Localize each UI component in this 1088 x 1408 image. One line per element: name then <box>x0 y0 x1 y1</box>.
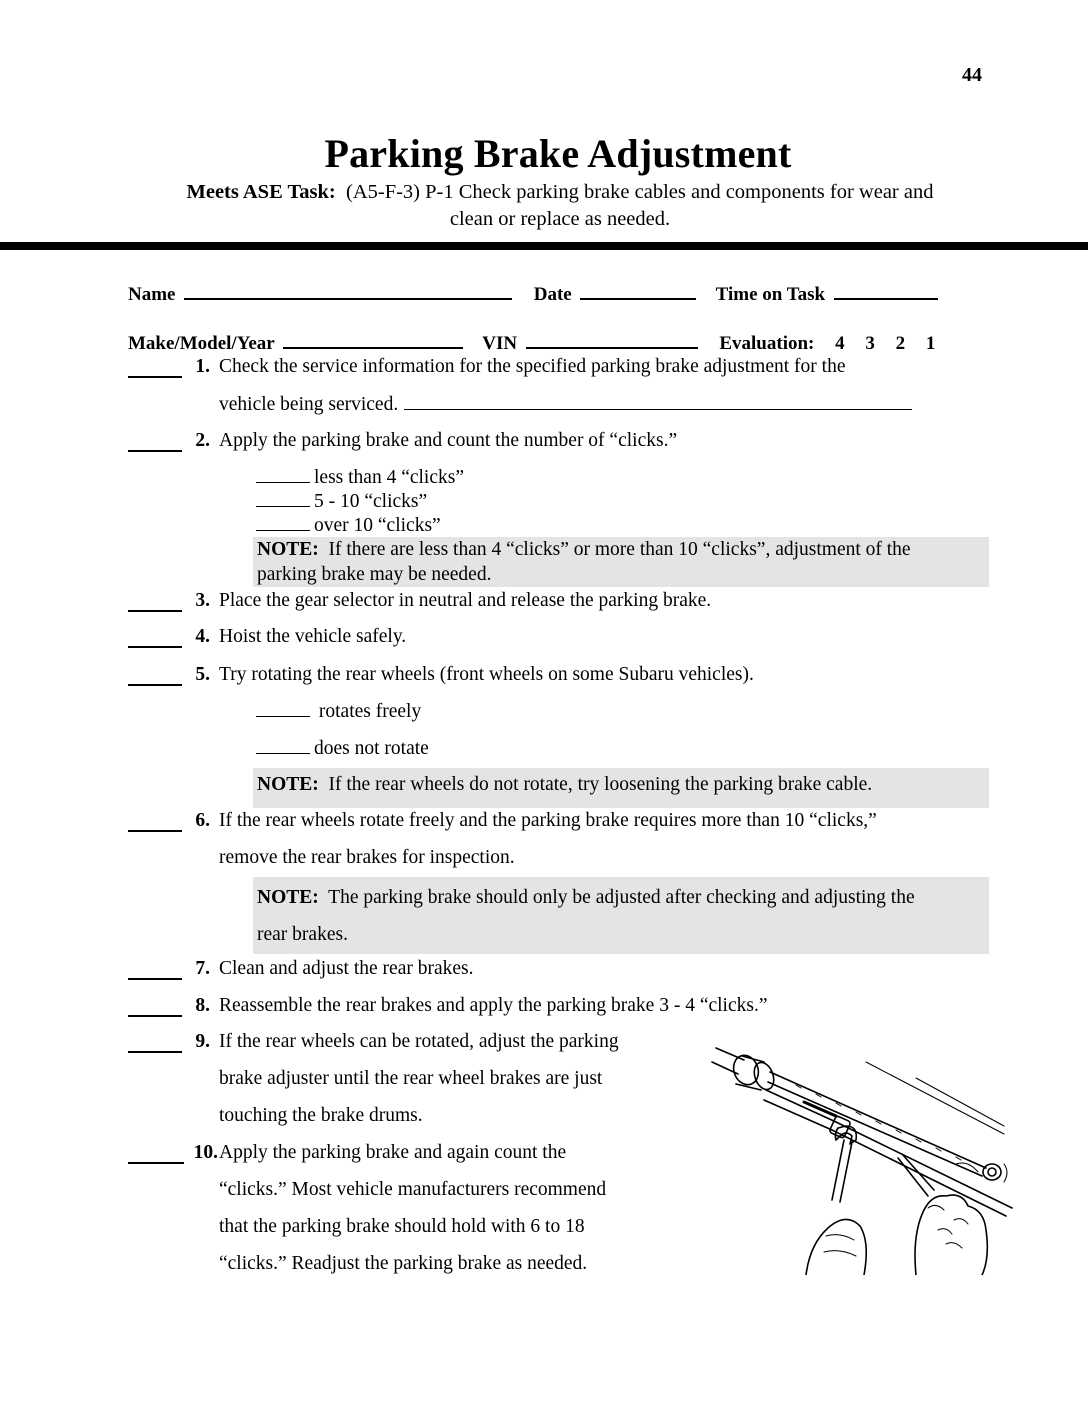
step-6-text-line-1: If the rear wheels rotate freely and the parking brake requires more than 10 “clicks,” <box>219 810 877 831</box>
step-7 <box>0 958 1088 984</box>
step-6 <box>0 810 1088 870</box>
name-label: Name <box>128 284 176 305</box>
note-text-line-2: parking brake may be needed. <box>257 564 492 585</box>
step-9-text-line-2: brake adjuster until the rear wheel brakes are just <box>219 1068 603 1089</box>
step-10-text-line-4: “clicks.” Readjust the parking brake as needed. <box>219 1253 588 1274</box>
option-label: rotates freely <box>314 701 422 722</box>
step-1-number: 1. <box>195 356 210 377</box>
note-text-line-1: If there are less than 4 “clicks” or more than 10 “clicks”, adjustment of the <box>328 539 911 560</box>
vin-field[interactable] <box>526 331 698 349</box>
step-7-text: Clean and adjust the rear brakes. <box>219 958 474 979</box>
info-row-1 <box>128 282 938 306</box>
ase-task-subtitle <box>120 179 1000 233</box>
evaluation-score-4[interactable]: 4 <box>835 333 845 354</box>
service-info-fill-line[interactable] <box>404 393 912 410</box>
step-4-text: Hoist the vehicle safely. <box>219 626 407 647</box>
step-10 <box>0 1142 700 1282</box>
step-10-number: 10. <box>193 1142 218 1163</box>
step-8-checkbox-line[interactable] <box>128 999 182 1017</box>
step-2-option-1 <box>256 466 464 489</box>
step-7-number: 7. <box>195 958 210 979</box>
step-9-text-line-1: If the rear wheels can be rotated, adjust the parking <box>219 1031 619 1052</box>
option-blank[interactable] <box>256 490 310 507</box>
ase-task-line1: (A5-F-3) P-1 Check parking brake cables and components for wear and <box>346 181 934 203</box>
time-on-task-label: Time on Task <box>715 284 826 305</box>
step-5-text: Try rotating the rear wheels (front wheels on some Subaru vehicles). <box>219 664 754 685</box>
step-4-number: 4. <box>195 626 210 647</box>
step-5-number: 5. <box>195 664 210 685</box>
evaluation-score-2[interactable]: 2 <box>895 333 906 354</box>
vin-label: VIN <box>482 333 518 354</box>
option-blank[interactable] <box>256 700 310 717</box>
step-9-number: 9. <box>195 1031 210 1052</box>
step-1 <box>0 356 1088 416</box>
step-8 <box>0 995 1088 1021</box>
option-label: less than 4 “clicks” <box>314 467 464 488</box>
date-field[interactable] <box>580 282 696 300</box>
page-title: Parking Brake Adjustment <box>324 131 792 176</box>
time-on-task-field[interactable] <box>834 282 938 300</box>
name-field[interactable] <box>184 282 512 300</box>
option-blank[interactable] <box>256 737 310 754</box>
info-row-2 <box>128 331 935 355</box>
step-1-checkbox-line[interactable] <box>128 360 182 378</box>
step-4-checkbox-line[interactable] <box>128 630 182 648</box>
ase-task-label: Meets ASE Task: <box>186 181 336 203</box>
evaluation-score-3[interactable]: 3 <box>865 333 875 354</box>
evaluation-label: Evaluation: <box>719 333 815 354</box>
step-6-note <box>253 877 989 954</box>
step-3 <box>0 590 1088 616</box>
note-text-line-2: rear brakes. <box>257 924 348 945</box>
step-9-checkbox-line[interactable] <box>128 1035 182 1053</box>
step-10-text-line-2: “clicks.” Most vehicle manufacturers recommend <box>219 1179 607 1200</box>
step-6-checkbox-line[interactable] <box>128 814 182 832</box>
evaluation-score-1[interactable]: 1 <box>925 333 936 354</box>
step-10-text-line-3: that the parking brake should hold with 6 to 18 <box>219 1216 585 1237</box>
step-9-text-line-3: touching the brake drums. <box>219 1105 423 1126</box>
step-3-number: 3. <box>195 590 210 611</box>
make-model-year-label: Make/Model/Year <box>128 333 275 354</box>
evaluation-scores <box>819 333 935 354</box>
step-1-text-line-2 <box>219 393 912 416</box>
note-label: NOTE: <box>257 774 319 795</box>
step-9 <box>0 1031 700 1131</box>
step-5 <box>0 664 1088 764</box>
step-4 <box>0 626 1088 652</box>
step-3-checkbox-line[interactable] <box>128 594 182 612</box>
step-2-number: 2. <box>195 430 210 451</box>
step-5-checkbox-line[interactable] <box>128 668 182 686</box>
step-10-text-line-1: Apply the parking brake and again count the <box>219 1142 567 1163</box>
make-model-year-field[interactable] <box>283 331 463 349</box>
page-number: 44 <box>962 64 982 86</box>
note-label: NOTE: <box>257 887 319 908</box>
parking-brake-cable-adjustment-illustration <box>706 1030 1016 1275</box>
step-8-text: Reassemble the rear brakes and apply the parking brake 3 - 4 “clicks.” <box>219 995 768 1016</box>
step-5-option-2 <box>256 737 429 760</box>
step-2-option-2 <box>256 490 427 513</box>
option-blank[interactable] <box>256 514 310 531</box>
step-2-option-3 <box>256 514 441 537</box>
header-rule <box>0 242 1088 250</box>
step-8-number: 8. <box>195 995 210 1016</box>
step-10-checkbox-line[interactable] <box>128 1146 184 1164</box>
step-5-option-1 <box>256 700 421 723</box>
ase-task-line2: clean or replace as needed. <box>449 208 671 230</box>
step-2-checkbox-line[interactable] <box>128 434 182 452</box>
step-1-text-line-1: Check the service information for the specified parking brake adjustment for the <box>219 356 846 377</box>
option-blank[interactable] <box>256 466 310 483</box>
step-1-text-line-2-content: vehicle being serviced. <box>219 394 399 415</box>
note-label: NOTE: <box>257 539 319 560</box>
option-label: 5 - 10 “clicks” <box>314 491 428 512</box>
step-2-text: Apply the parking brake and count the number of “clicks.” <box>219 430 678 451</box>
step-3-text: Place the gear selector in neutral and release the parking brake. <box>219 590 712 611</box>
note-text-line-1: The parking brake should only be adjusted after checking and adjusting the <box>328 887 915 908</box>
step-7-checkbox-line[interactable] <box>128 962 182 980</box>
step-6-text-line-2: remove the rear brakes for inspection. <box>219 847 515 868</box>
note-text: If the rear wheels do not rotate, try loosening the parking brake cable. <box>328 774 873 795</box>
option-label: over 10 “clicks” <box>314 515 441 536</box>
step-6-number: 6. <box>195 810 210 831</box>
step-5-note <box>253 768 989 808</box>
step-2-note <box>253 537 989 587</box>
date-label: Date <box>533 284 572 305</box>
option-label: does not rotate <box>314 738 429 759</box>
